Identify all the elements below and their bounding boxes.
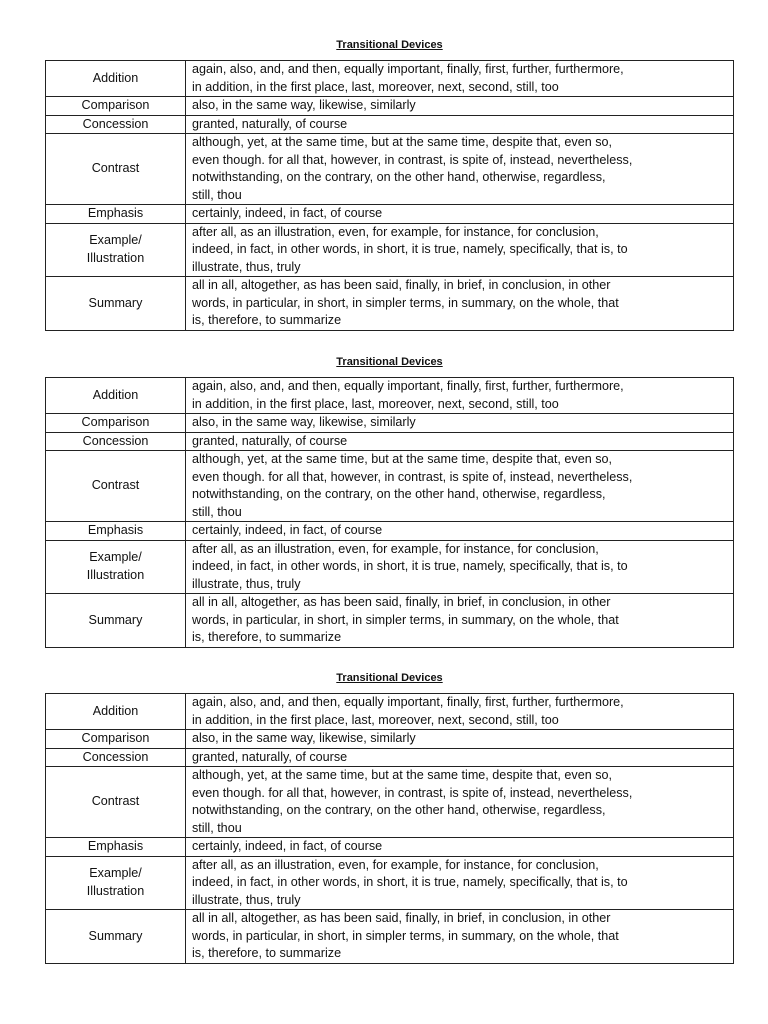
category-label: Comparison bbox=[81, 731, 150, 745]
category-label: Example/ Illustration bbox=[86, 866, 145, 898]
table-row bbox=[46, 856, 734, 910]
category-label: Contrast bbox=[91, 478, 140, 493]
category-cell bbox=[46, 97, 186, 116]
category-label: Addition bbox=[92, 387, 139, 402]
category-cell bbox=[46, 910, 186, 964]
table-row bbox=[46, 378, 734, 414]
transitional-devices-block bbox=[45, 39, 734, 331]
table-row bbox=[46, 767, 734, 838]
transition-words-cell: all in all, altogether, as has been said, finally, in brief, in conclusion, in other words, in particular, in short, in simpler terms, in summary, on the whole, that is, therefore, to summarize bbox=[186, 277, 734, 331]
table-row bbox=[46, 432, 734, 451]
block-title: Transitional Devices bbox=[336, 672, 443, 684]
transition-words-cell: also, in the same way, likewise, similarly bbox=[186, 730, 734, 749]
category-label: Concession bbox=[82, 433, 149, 448]
table-row bbox=[46, 414, 734, 433]
category-cell bbox=[46, 540, 186, 594]
transition-words-cell: also, in the same way, likewise, similarly bbox=[186, 97, 734, 116]
category-label: Addition bbox=[92, 70, 139, 85]
category-label: Comparison bbox=[81, 415, 150, 429]
transition-words-cell: certainly, indeed, in fact, of course bbox=[186, 522, 734, 541]
table-row bbox=[46, 540, 734, 594]
transition-words-cell: after all, as an illustration, even, for example, for instance, for conclusion, indeed, in fact, in other words, in short, it is true, namely, specifically, that is, to illustrate, thus, truly bbox=[186, 540, 734, 594]
table-row bbox=[46, 522, 734, 541]
transition-words-cell: granted, naturally, of course bbox=[186, 748, 734, 767]
transitional-devices-table bbox=[45, 693, 734, 964]
transition-words-cell: all in all, altogether, as has been said, finally, in brief, in conclusion, in other words, in particular, in short, in simpler terms, in summary, on the whole, that is, therefore, to summarize bbox=[186, 594, 734, 648]
transition-words-cell: granted, naturally, of course bbox=[186, 115, 734, 134]
transition-words-cell: certainly, indeed, in fact, of course bbox=[186, 838, 734, 857]
transition-words-cell: although, yet, at the same time, but at the same time, despite that, even so, even though. for all that, however, in contrast, is spite of, instead, nevertheless, notwithstanding, on the contrary, on the other hand, otherwise, regardless, still, thou bbox=[186, 134, 734, 205]
category-cell bbox=[46, 856, 186, 910]
category-cell bbox=[46, 134, 186, 205]
category-cell bbox=[46, 694, 186, 730]
transition-words-cell: certainly, indeed, in fact, of course bbox=[186, 205, 734, 224]
category-label: Emphasis bbox=[87, 523, 144, 537]
table-row bbox=[46, 61, 734, 97]
transitional-devices-table bbox=[45, 60, 734, 331]
category-cell bbox=[46, 115, 186, 134]
category-cell bbox=[46, 451, 186, 522]
table-row bbox=[46, 277, 734, 331]
transitional-devices-table bbox=[45, 377, 734, 648]
category-cell bbox=[46, 378, 186, 414]
category-label: Summary bbox=[88, 295, 143, 310]
table-row bbox=[46, 594, 734, 648]
category-label: Contrast bbox=[91, 794, 140, 809]
transition-words-cell: again, also, and, and then, equally important, finally, first, further, furthermore, in addition, in the first place, last, moreover, next, second, still, too bbox=[186, 378, 734, 414]
category-label: Emphasis bbox=[87, 839, 144, 853]
category-label: Addition bbox=[92, 703, 139, 718]
transition-words-cell: although, yet, at the same time, but at the same time, despite that, even so, even though. for all that, however, in contrast, is spite of, instead, nevertheless, notwithstanding, on the contrary, on the other hand, otherwise, regardless, still, thou bbox=[186, 451, 734, 522]
category-label: Contrast bbox=[91, 161, 140, 176]
table-row bbox=[46, 115, 734, 134]
transition-words-cell: all in all, altogether, as has been said, finally, in brief, in conclusion, in other words, in particular, in short, in simpler terms, in summary, on the whole, that is, therefore, to summarize bbox=[186, 910, 734, 964]
block-title: Transitional Devices bbox=[336, 39, 443, 51]
transitional-devices-block bbox=[45, 356, 734, 648]
transition-words-cell: also, in the same way, likewise, similarly bbox=[186, 414, 734, 433]
category-cell bbox=[46, 767, 186, 838]
category-cell bbox=[46, 61, 186, 97]
table-row bbox=[46, 134, 734, 205]
category-cell bbox=[46, 594, 186, 648]
category-label: Summary bbox=[88, 612, 143, 627]
category-label: Summary bbox=[88, 928, 143, 943]
table-row bbox=[46, 451, 734, 522]
table-row bbox=[46, 910, 734, 964]
category-cell bbox=[46, 838, 186, 857]
transitional-devices-block bbox=[45, 672, 734, 964]
table-row bbox=[46, 694, 734, 730]
transition-words-cell: granted, naturally, of course bbox=[186, 432, 734, 451]
category-label: Example/ Illustration bbox=[86, 550, 145, 582]
category-label: Emphasis bbox=[87, 206, 144, 220]
table-row bbox=[46, 205, 734, 224]
transition-words-cell: after all, as an illustration, even, for example, for instance, for conclusion, indeed, in fact, in other words, in short, it is true, namely, specifically, that is, to illustrate, thus, truly bbox=[186, 856, 734, 910]
transition-words-cell: after all, as an illustration, even, for example, for instance, for conclusion, indeed, in fact, in other words, in short, it is true, namely, specifically, that is, to illustrate, thus, truly bbox=[186, 223, 734, 277]
category-cell bbox=[46, 432, 186, 451]
category-label: Concession bbox=[82, 749, 149, 764]
transition-words-cell: again, also, and, and then, equally important, finally, first, further, furthermore, in addition, in the first place, last, moreover, next, second, still, too bbox=[186, 61, 734, 97]
table-row bbox=[46, 748, 734, 767]
category-label: Concession bbox=[82, 116, 149, 131]
category-label: Comparison bbox=[81, 98, 150, 112]
category-cell bbox=[46, 748, 186, 767]
category-cell bbox=[46, 522, 186, 541]
table-row bbox=[46, 223, 734, 277]
category-cell bbox=[46, 205, 186, 224]
category-cell bbox=[46, 223, 186, 277]
transition-words-cell: again, also, and, and then, equally important, finally, first, further, furthermore, in addition, in the first place, last, moreover, next, second, still, too bbox=[186, 694, 734, 730]
block-title: Transitional Devices bbox=[336, 356, 443, 368]
table-row bbox=[46, 838, 734, 857]
transition-words-cell: although, yet, at the same time, but at the same time, despite that, even so, even though. for all that, however, in contrast, is spite of, instead, nevertheless, notwithstanding, on the contrary, on the other hand, otherwise, regardless, still, thou bbox=[186, 767, 734, 838]
table-row bbox=[46, 730, 734, 749]
category-cell bbox=[46, 730, 186, 749]
category-cell bbox=[46, 414, 186, 433]
table-row bbox=[46, 97, 734, 116]
category-label: Example/ Illustration bbox=[86, 233, 145, 265]
category-cell bbox=[46, 277, 186, 331]
